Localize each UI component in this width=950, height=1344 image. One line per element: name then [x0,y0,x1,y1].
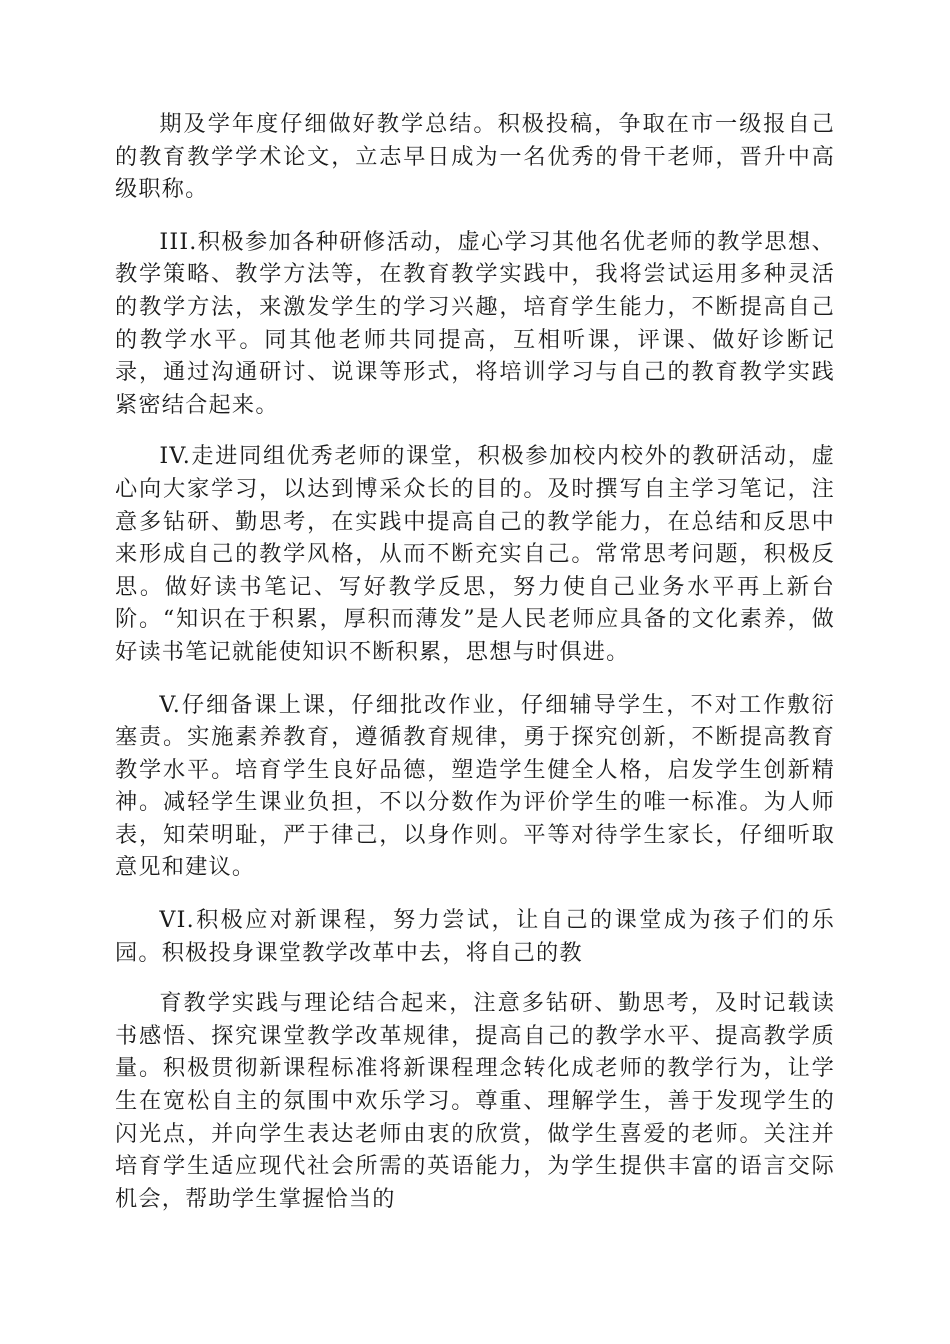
document-body [115,108,835,1235]
paragraph-item-iii: III.积极参加各种研修活动，虚心学习其他名优老师的教学思想、教学策略、教学方法等，在教育教学实践中，我将尝试运用多种灵活的教学方法，来激发学生的学习兴趣，培育学生能力，不断提高自己的教学水平。同其他老师共同提高，互相听课，评课、做好诊断记录，通过沟通研讨、说课等形式，将培训学习与自己的教育教学实践紧密结合起来。 [115,228,835,418]
paragraph-item-iv: IV.走进同组优秀老师的课堂，积极参加校内校外的教研活动，虚心向大家学习，以达到博采众长的目的。及时撰写自主学习笔记，注意多钻研、勤思考，在实践中提高自己的教学能力，在总结和反思中来形成自己的教学风格，从而不断充实自己。常常思考问题，积极反思。做好读书笔记、写好教学反思，努力使自己业务水平再上新台阶。“知识在于积累，厚积而薄发”是人民老师应具备的文化素养，做好读书笔记就能使知识不断积累，思想与时俱进。 [115,443,835,665]
paragraph-continuation: 育教学实践与理论结合起来，注意多钻研、勤思考，及时记载读书感悟、探究课堂教学改革规律，提高自己的教学水平、提高教学质量。积极贯彻新课程标准将新课程理念转化成老师的教学行为，让学生在宽松自主的氛围中欢乐学习。尊重、理解学生，善于发现学生的闪光点，并向学生表达老师由衷的欣赏，做学生喜爱的老师。关注并培育学生适应现代社会所需的英语能力，为学生提供丰富的语言交际机会，帮助学生掌握恰当的 [115,990,835,1212]
paragraph-item-v: V.仔细备课上课，仔细批改作业，仔细辅导学生，不对工作敷衍塞责。实施素养教育，遵循教育规律，勇于探究创新，不断提高教育教学水平。培育学生良好品德，塑造学生健全人格，启发学生创新精神。减轻学生课业负担，不以分数作为评价学生的唯一标准。为人师表，知荣明耻，严于律己，以身作则。平等对待学生家长，仔细听取意见和建议。 [115,691,835,881]
paragraph-teaching-summary: 期及学年度仔细做好教学总结。积极投稿，争取在市一级报自己的教育教学学术论文，立志早日成为一名优秀的骨干老师，晋升中高级职称。 [115,111,835,203]
paragraph-item-vi: VI.积极应对新课程，努力尝试，让自己的课堂成为孩子们的乐园。积极投身课堂教学改革中去，将自己的教 [115,907,835,966]
